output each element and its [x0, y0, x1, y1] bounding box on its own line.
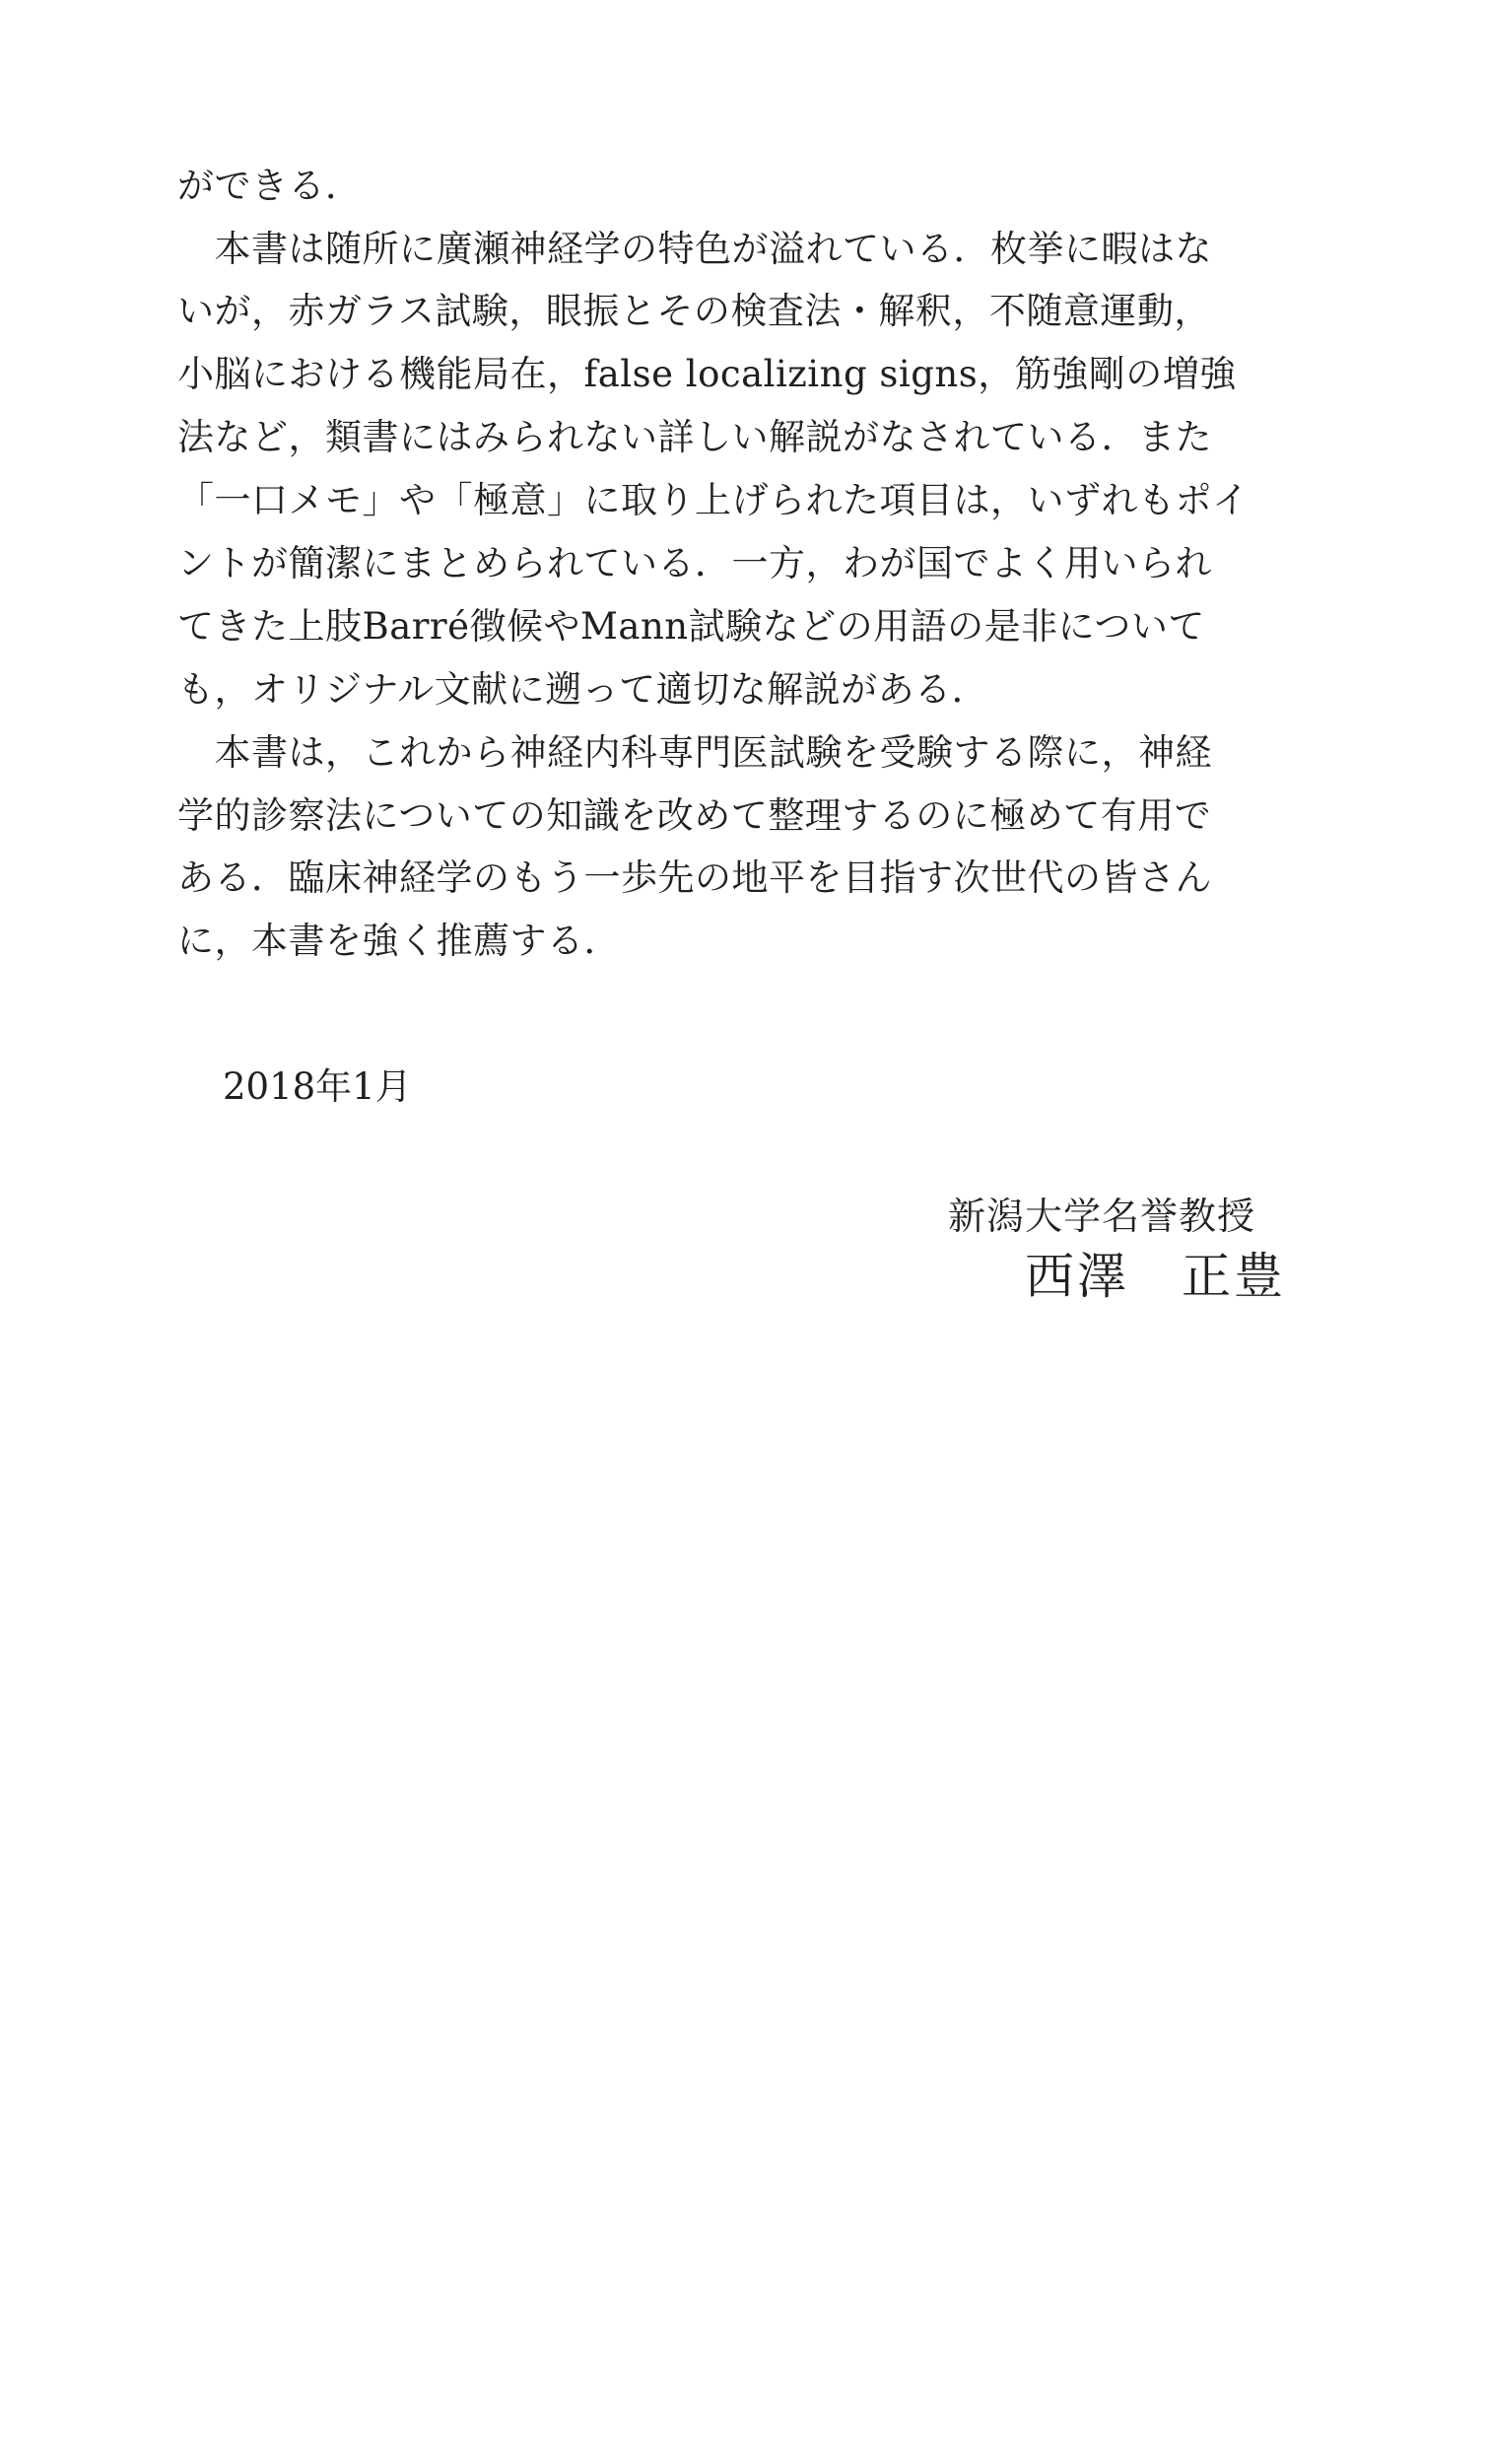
body-line: 本書は随所に廣瀬神経学の特色が溢れている．枚挙に暇はな: [177, 228, 1212, 270]
body-line: てきた上肢Barré徴候やMann試験などの用語の是非について: [177, 605, 1205, 648]
date: 2018年1月: [223, 1065, 412, 1108]
body-line: いが，赤ガラス試験，眼振とその検査法・解釈，不随意運動，: [177, 290, 1211, 332]
body-line: に，本書を強く推薦する．: [177, 920, 621, 962]
body-line: 「一口メモ」や「極意」に取り上げられた項目は，いずれもポイ: [177, 479, 1250, 521]
body-line: も，オリジナル文献に遡って適切な解説がある．: [177, 668, 989, 711]
body-line: 学的診察法についての知識を改めて整理するのに極めて有用で: [177, 794, 1212, 837]
body-line: ができる．: [177, 165, 363, 207]
body-line: 小脳における機能局在，false localizing signs，筋強剛の増強: [177, 353, 1237, 395]
author-affiliation: 新潟大学名誉教授: [948, 1195, 1256, 1238]
body-line: 法など，類書にはみられない詳しい解説がなされている．また: [177, 416, 1212, 458]
body-line: ある．臨床神経学のもう一歩先の地平を目指す次世代の皆さん: [177, 856, 1212, 899]
author-name: 西澤 正豊: [1025, 1248, 1286, 1305]
body-line: ントが簡潔にまとめられている．一方，わが国でよく用いられ: [177, 542, 1212, 584]
body-line: 本書は，これから神経内科専門医試験を受験する際に，神経: [177, 731, 1212, 774]
